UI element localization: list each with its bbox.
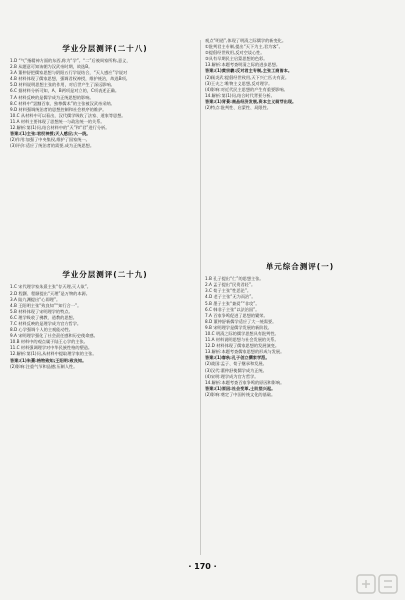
answer-line: 5.D 材料说明思想主张的作用，对后世产生了深远影响。: [10, 82, 115, 88]
section-title: 学业分层测评(二十九): [62, 270, 148, 280]
answer-line: 8.D 心学强调个人的主观能动性。: [10, 327, 73, 333]
answer-line: 13.解析:本题考查明清之际的进步思想。: [205, 62, 281, 68]
answer-line: (2)影响:注重气节和品德;压制人性。: [10, 363, 78, 369]
answer-line: 3.A 董仲舒把儒家思想与阴阳五行学说结合，“天人感应”学说对: [10, 70, 128, 76]
answer-line: 答案:(1)黄宗羲:反对君主专制,主张工商皆本。: [205, 68, 293, 74]
answer-line: (2)特点:批判性、启蒙性、局限性。: [205, 105, 271, 111]
answer-block: [205, 38, 395, 111]
answer-line: (4)影响:对近代民主思想的产生有重要影响。: [205, 86, 288, 92]
answer-line: 1.C 宋代理学家朱熹主张“存天理,灭人欲”。: [10, 284, 91, 290]
answer-line: 2.D 程颢、程颐提出“天理”是万物的本源。: [10, 290, 90, 296]
left-column: [10, 0, 200, 370]
answer-line: (3)王夫之:唯物主义思想,反对理学。: [205, 80, 273, 86]
answer-line: 2.B 从题意可知该朝为汉武帝时期，故选B。: [10, 64, 93, 70]
page-number: · 170 ·: [188, 562, 217, 571]
answer-line: (2)作用:加强了中央集权,维护了国家统一。: [10, 137, 90, 143]
column-divider: [200, 40, 201, 555]
answer-block: [10, 58, 200, 149]
answer-line: 1.B 孔子提出“仁”的思想主张。: [205, 276, 264, 282]
answer-line: 12.D 材料体现了儒家思想的发展演变。: [205, 343, 280, 349]
answer-line: (3)评价:适应了统治者的需要,成为正统思想。: [10, 143, 95, 149]
answer-line: 11.A 材料说明思想与社会发展的关系。: [205, 337, 279, 343]
answer-line: 5.B 材料体现了宋明理学的特点。: [10, 308, 73, 314]
answer-line: (3)汉代:董仲舒使儒学成为正统。: [205, 367, 267, 373]
answer-line: 观点“明道”,体现了明清之际儒学的新变化。: [205, 38, 287, 43]
answer-line: (2)战国:孟子、荀子继承和发展。: [205, 361, 267, 367]
answer-line: 2.A 孟子提出“民贵君轻”。: [205, 282, 256, 288]
answer-line: 9.A 宋明理学强化了社会责任感和历史使命感。: [10, 333, 98, 339]
answer-line: ②提倡经世致用,反对空谈心性。: [205, 50, 265, 56]
section-title: 单元综合测评(一): [265, 262, 335, 272]
answer-line: 1.D “气”指精神方面的东西,称为“学”。“二”后被周家所称,意义，: [10, 58, 131, 63]
answer-line: 12.解析:第(1)问,从材料中提取理学家的主张。: [10, 351, 97, 357]
answer-line: 8.C 材料中“罢黜百家、独尊儒术”的主张被汉武帝采纳。: [10, 100, 115, 106]
answer-line: 10.B 材料中的观点属于陆王心学的主张。: [10, 339, 88, 345]
answer-line: 4.B 材料体现了儒家思想，强调君权神授，维护统治，故选B项。: [10, 76, 130, 82]
answer-line: 4.B 王阳明主张“致良知”“知行合一”。: [10, 302, 82, 308]
answer-line: 答案:(1)春秋:孔子创立儒家学派。: [205, 355, 270, 361]
answer-line: 9.D 材料强调统治者的思想控制和社会秩序的维护。: [10, 106, 107, 112]
answer-line: 11.C 材料强调理学对中华民族性格的塑造。: [10, 345, 93, 351]
answer-block: [205, 276, 395, 398]
answer-line: 11.A 材料主要体现了思想统一与政治统一的关系。: [10, 118, 105, 124]
answer-line: 5.B 墨子主张“兼爱”“非攻”。: [205, 300, 260, 306]
answer-line: 答案:(1)朱熹:格物致知;王阳明:致良知。: [10, 357, 87, 363]
answer-line: 10.C 从材料中可以看出，汉代儒学吸收了法家、道家等思想。: [10, 112, 126, 118]
answer-line: ①批判君主专制,提出“天下为主,君为客”。: [205, 44, 283, 50]
answer-line: (2)顾炎武:提倡经世致用,天下兴亡匹夫有责。: [205, 74, 290, 80]
answer-line: 3.A 陆九渊提出“心即理”。: [10, 296, 61, 302]
answer-block: [10, 284, 200, 369]
answer-line: 7.C 材料反映的是理学成为官方哲学。: [10, 320, 82, 326]
answer-line: 9.B 宋明理学是儒学发展的新阶段。: [205, 324, 272, 330]
section-title: 学业分层测评(二十八): [62, 44, 148, 53]
answer-line: 6.C 据材料分析可知，A、B两项是对立的，C项表述正确。: [10, 88, 120, 94]
answer-line: 3.C 荀子主张“性恶论”。: [205, 288, 252, 294]
answer-line: 14.解析:本题考查百家争鸣的原因和影响。: [205, 379, 285, 385]
answer-line: 6.C 理学吸收了佛教、道教的思想。: [10, 314, 77, 320]
answer-line: (4)宋明:理学成为官方哲学。: [205, 373, 259, 379]
answer-line: 10.C 明清之际的儒学思想具有批判性。: [205, 330, 279, 336]
watermark-logo: [355, 572, 401, 596]
answer-line: 6.C 韩非子主张“以法治国”。: [205, 306, 260, 312]
answer-line: ③具有早期民主启蒙思想的色彩。: [205, 56, 268, 62]
answer-line: 答案:(1)原因:社会变革,士阶层兴起。: [205, 385, 276, 391]
answer-line: 4.D 老子主张“无为而治”。: [205, 294, 256, 300]
answer-line: 答案:(1)背景:商品经济发展,资本主义萌芽出现。: [205, 98, 297, 104]
answer-line: 12.解析:第(1)问,结合材料中的“天”和“君”进行分析。: [10, 125, 110, 131]
answer-line: 7.A 百家争鸣促进了思想的繁荣。: [205, 312, 268, 318]
answer-line: (2)影响:奠定了中国传统文化的基础。: [205, 391, 276, 397]
answer-line: 8.D 董仲舒新儒学适应了大一统需要。: [205, 318, 277, 324]
answer-line: 13.解析:本题考查儒家思想的形成与发展。: [205, 349, 285, 355]
answer-line: 14.解析:第(1)问,结合时代背景分析。: [205, 92, 275, 98]
right-column: [205, 0, 395, 398]
answer-line: 7.A 材料反映的是儒学成为正统思想的影响。: [10, 94, 94, 100]
answer-line: 答案:(1)主张:君权神授;天人感应;大一统。: [10, 131, 91, 137]
